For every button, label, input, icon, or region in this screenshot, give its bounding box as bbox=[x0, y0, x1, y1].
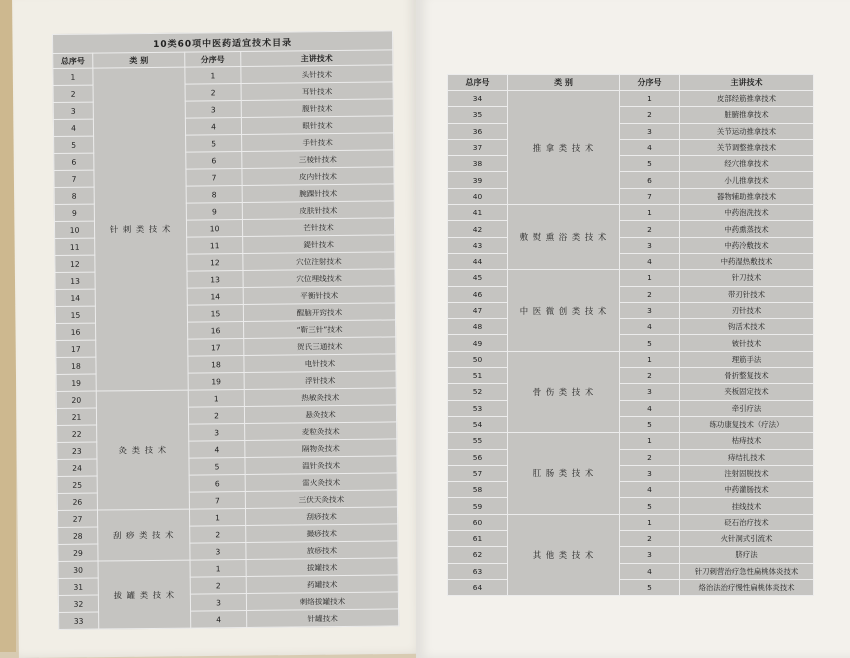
technique-cell: 眼针技术 bbox=[241, 116, 393, 135]
sub-number-cell: 3 bbox=[190, 593, 246, 611]
technique-cell: 三棱针技术 bbox=[242, 150, 394, 169]
seq-cell: 27 bbox=[57, 510, 97, 527]
technique-cell: 经穴推拿技术 bbox=[680, 156, 814, 172]
technique-cell: 腹针技术 bbox=[241, 99, 393, 118]
seq-cell: 51 bbox=[448, 368, 508, 384]
sub-number-cell: 14 bbox=[187, 288, 243, 306]
sub-number-cell: 5 bbox=[189, 458, 245, 476]
technique-cell: 穴位注射技术 bbox=[243, 252, 395, 271]
seq-cell: 28 bbox=[58, 527, 98, 544]
header-sub: 分序号 bbox=[620, 75, 680, 91]
technique-cell: 放痧技术 bbox=[246, 541, 398, 560]
sub-number-cell: 1 bbox=[620, 205, 680, 221]
technique-cell: 痔结扎技术 bbox=[680, 449, 814, 465]
technique-cell: 中药冷敷技术 bbox=[680, 237, 814, 253]
sub-number-cell: 5 bbox=[620, 498, 680, 514]
seq-cell: 57 bbox=[448, 465, 508, 481]
table-row bbox=[448, 563, 814, 579]
technique-cell: 药罐技术 bbox=[246, 575, 398, 594]
technique-cell: 练功康复技术（疗法） bbox=[680, 416, 814, 432]
technique-cell: 皮内针技术 bbox=[242, 167, 394, 186]
sub-number-cell: 11 bbox=[187, 237, 243, 255]
seq-cell: 63 bbox=[448, 563, 508, 579]
seq-cell: 33 bbox=[59, 612, 99, 629]
seq-cell: 11 bbox=[55, 238, 95, 255]
table-row bbox=[448, 253, 814, 269]
technique-cell: 带刃针技术 bbox=[680, 286, 814, 302]
category-cell: 中 医 微 创 类 技 术 bbox=[508, 270, 620, 351]
sub-number-cell: 4 bbox=[620, 139, 680, 155]
sub-number-cell: 2 bbox=[620, 449, 680, 465]
technique-cell: 中药熏蒸技术 bbox=[680, 221, 814, 237]
seq-cell: 23 bbox=[57, 442, 97, 459]
seq-cell: 52 bbox=[448, 384, 508, 400]
sub-number-cell: 9 bbox=[186, 203, 242, 221]
technique-cell: 热敏灸技术 bbox=[244, 388, 396, 407]
sub-number-cell: 3 bbox=[620, 123, 680, 139]
seq-cell: 41 bbox=[448, 205, 508, 221]
seq-cell: 48 bbox=[448, 319, 508, 335]
sub-number-cell: 1 bbox=[620, 91, 680, 107]
seq-cell: 19 bbox=[56, 374, 96, 391]
sub-number-cell: 5 bbox=[620, 416, 680, 432]
sub-number-cell: 4 bbox=[620, 563, 680, 579]
technique-cell: 平衡针技术 bbox=[243, 286, 395, 305]
technique-cell: 针刀技术 bbox=[680, 270, 814, 286]
sub-number-cell: 4 bbox=[620, 319, 680, 335]
technique-cell: 理筋手法 bbox=[680, 351, 814, 367]
technique-cell: 砭石治疗技术 bbox=[680, 514, 814, 530]
table-row bbox=[448, 514, 814, 530]
sub-number-cell: 2 bbox=[620, 107, 680, 123]
table-row bbox=[448, 139, 814, 155]
technique-cell: 电针技术 bbox=[244, 354, 396, 373]
category-cell: 推 拿 类 技 术 bbox=[508, 91, 620, 205]
table-row bbox=[448, 91, 814, 107]
seq-cell: 31 bbox=[58, 578, 98, 595]
category-cell: 其 他 类 技 术 bbox=[508, 514, 620, 595]
seq-cell: 21 bbox=[56, 408, 96, 425]
seq-cell: 43 bbox=[448, 237, 508, 253]
seq-cell: 46 bbox=[448, 286, 508, 302]
seq-cell: 37 bbox=[448, 139, 508, 155]
header-tech: 主讲技术 bbox=[680, 75, 814, 91]
technique-cell: 撮痧技术 bbox=[246, 524, 398, 543]
sub-number-cell: 1 bbox=[620, 514, 680, 530]
header-category: 类 别 bbox=[93, 52, 185, 68]
seq-cell: 2 bbox=[53, 85, 93, 102]
table-row bbox=[448, 270, 814, 286]
seq-cell: 16 bbox=[56, 323, 96, 340]
table-row bbox=[448, 237, 814, 253]
technique-cell: 麦粒灸技术 bbox=[245, 422, 397, 441]
seq-cell: 34 bbox=[448, 91, 508, 107]
sub-number-cell: 18 bbox=[188, 356, 244, 374]
technique-cell: 鍉针技术 bbox=[243, 235, 395, 254]
table-row bbox=[448, 123, 814, 139]
sub-number-cell: 4 bbox=[620, 400, 680, 416]
technique-cell: 温针灸技术 bbox=[245, 456, 397, 475]
sub-number-cell: 1 bbox=[188, 390, 244, 408]
technique-cell: 刺络拔罐技术 bbox=[246, 592, 398, 611]
seq-cell: 55 bbox=[448, 433, 508, 449]
header-tech: 主讲技术 bbox=[241, 50, 393, 67]
technique-cell: 铍针技术 bbox=[680, 335, 814, 351]
table-row bbox=[448, 433, 814, 449]
technique-cell: 皮肤针技术 bbox=[242, 201, 394, 220]
left-table-body bbox=[53, 65, 399, 630]
seq-cell: 20 bbox=[56, 391, 96, 408]
table-row bbox=[448, 302, 814, 318]
sub-number-cell: 3 bbox=[620, 237, 680, 253]
seq-cell: 12 bbox=[55, 255, 95, 272]
sub-number-cell: 4 bbox=[620, 482, 680, 498]
category-cell: 刮 痧 类 技 术 bbox=[97, 509, 190, 561]
seq-cell: 42 bbox=[448, 221, 508, 237]
seq-cell: 64 bbox=[448, 579, 508, 595]
seq-cell: 60 bbox=[448, 514, 508, 530]
sub-number-cell: 3 bbox=[620, 384, 680, 400]
table-title: 10类60项中医药适宜技术目录 bbox=[53, 31, 393, 54]
seq-cell: 35 bbox=[448, 107, 508, 123]
technique-cell: 醒脑开窍技术 bbox=[243, 303, 395, 322]
header-seq: 总序号 bbox=[448, 75, 508, 91]
sub-number-cell: 3 bbox=[620, 465, 680, 481]
technique-cell: 枯痔技术 bbox=[680, 433, 814, 449]
technique-cell: 挂线技术 bbox=[680, 498, 814, 514]
sub-number-cell: 2 bbox=[188, 407, 244, 425]
seq-cell: 24 bbox=[57, 459, 97, 476]
seq-cell: 4 bbox=[53, 119, 93, 136]
sub-number-cell: 5 bbox=[620, 156, 680, 172]
sub-number-cell: 2 bbox=[190, 525, 246, 543]
seq-cell: 39 bbox=[448, 172, 508, 188]
technique-cell: 中药泡洗技术 bbox=[680, 205, 814, 221]
sub-number-cell: 1 bbox=[620, 270, 680, 286]
seq-cell: 44 bbox=[448, 253, 508, 269]
technique-cell: 腕踝针技术 bbox=[242, 184, 394, 203]
seq-cell: 6 bbox=[54, 153, 94, 170]
sub-number-cell: 6 bbox=[189, 475, 245, 493]
seq-cell: 58 bbox=[448, 482, 508, 498]
table-row bbox=[448, 368, 814, 384]
seq-cell: 5 bbox=[54, 136, 94, 153]
sub-number-cell: 1 bbox=[620, 433, 680, 449]
table-row bbox=[448, 335, 814, 351]
seq-cell: 62 bbox=[448, 547, 508, 563]
seq-cell: 25 bbox=[57, 476, 97, 493]
sub-number-cell: 4 bbox=[189, 441, 245, 459]
seq-cell: 45 bbox=[448, 270, 508, 286]
seq-cell: 50 bbox=[448, 351, 508, 367]
technique-cell: 浮针技术 bbox=[244, 371, 396, 390]
table-row bbox=[448, 205, 814, 221]
table-row bbox=[448, 416, 814, 432]
seq-cell: 54 bbox=[448, 416, 508, 432]
sub-number-cell: 2 bbox=[185, 84, 241, 102]
category-cell: 肛 肠 类 技 术 bbox=[508, 433, 620, 514]
table-row bbox=[448, 384, 814, 400]
header-seq: 总序号 bbox=[53, 53, 93, 68]
seq-cell: 10 bbox=[54, 221, 94, 238]
technique-cell: 器物辅助推拿技术 bbox=[680, 188, 814, 204]
technique-cell: 火针洞式引流术 bbox=[680, 531, 814, 547]
technique-cell: 钩活术技术 bbox=[680, 319, 814, 335]
category-cell: 针 刺 类 技 术 bbox=[93, 67, 188, 391]
seq-cell: 59 bbox=[448, 498, 508, 514]
technique-cell: 耳针技术 bbox=[241, 82, 393, 101]
sub-number-cell: 13 bbox=[187, 271, 243, 289]
technique-cell: 皮部经筋推拿技术 bbox=[680, 91, 814, 107]
seq-cell: 32 bbox=[58, 595, 98, 612]
table-row bbox=[448, 107, 814, 123]
table-row bbox=[448, 188, 814, 204]
sub-number-cell: 1 bbox=[620, 351, 680, 367]
technique-cell: 雷火灸技术 bbox=[245, 473, 397, 492]
technique-cell: 牵引疗法 bbox=[680, 400, 814, 416]
table-row bbox=[448, 498, 814, 514]
technique-cell: 小儿推拿技术 bbox=[680, 172, 814, 188]
sub-number-cell: 19 bbox=[188, 373, 244, 391]
seq-cell: 56 bbox=[448, 449, 508, 465]
table-row bbox=[448, 221, 814, 237]
sub-number-cell: 15 bbox=[187, 305, 243, 323]
seq-cell: 61 bbox=[448, 531, 508, 547]
sub-number-cell: 2 bbox=[190, 576, 246, 594]
sub-number-cell: 3 bbox=[620, 547, 680, 563]
sub-number-cell: 4 bbox=[185, 118, 241, 136]
seq-cell: 1 bbox=[53, 68, 93, 85]
technique-cell: 脐疗法 bbox=[680, 547, 814, 563]
technique-cell: 注射固脱技术 bbox=[680, 465, 814, 481]
seq-cell: 40 bbox=[448, 188, 508, 204]
technique-cell: 拔罐技术 bbox=[246, 558, 398, 577]
header-sub: 分序号 bbox=[185, 52, 241, 68]
table-row bbox=[448, 319, 814, 335]
sub-number-cell: 8 bbox=[186, 186, 242, 204]
sub-number-cell: 2 bbox=[620, 368, 680, 384]
seq-cell: 17 bbox=[56, 340, 96, 357]
technique-cell: 骨折整复技术 bbox=[680, 368, 814, 384]
sub-number-cell: 2 bbox=[620, 221, 680, 237]
seq-cell: 47 bbox=[448, 302, 508, 318]
sub-number-cell: 12 bbox=[187, 254, 243, 272]
seq-cell: 14 bbox=[55, 289, 95, 306]
technique-cell: 芒针技术 bbox=[242, 218, 394, 237]
right-technique-table bbox=[447, 74, 814, 596]
table-row bbox=[448, 465, 814, 481]
seq-cell: 9 bbox=[54, 204, 94, 221]
right-table-body bbox=[448, 91, 814, 596]
sub-number-cell: 1 bbox=[189, 508, 245, 526]
seq-cell: 53 bbox=[448, 400, 508, 416]
technique-cell: 中药灌肠技术 bbox=[680, 482, 814, 498]
table-row bbox=[448, 531, 814, 547]
left-technique-table bbox=[52, 30, 399, 630]
sub-number-cell: 4 bbox=[191, 610, 247, 628]
sub-number-cell: 5 bbox=[620, 579, 680, 595]
technique-cell: 穴位埋线技术 bbox=[243, 269, 395, 288]
technique-cell: 针刀刺营治疗急性扁桃体炎技术 bbox=[680, 563, 814, 579]
table-row bbox=[448, 351, 814, 367]
seq-cell: 8 bbox=[54, 187, 94, 204]
sub-number-cell: 4 bbox=[620, 253, 680, 269]
technique-cell: 刮痧技术 bbox=[245, 507, 397, 526]
seq-cell: 7 bbox=[54, 170, 94, 187]
technique-cell: 手针技术 bbox=[242, 133, 394, 152]
table-row bbox=[448, 579, 814, 595]
category-cell: 骨 伤 类 技 术 bbox=[508, 351, 620, 432]
seq-cell: 38 bbox=[448, 156, 508, 172]
technique-cell: 关节调整推拿技术 bbox=[680, 139, 814, 155]
seq-cell: 3 bbox=[53, 102, 93, 119]
sub-number-cell: 3 bbox=[190, 542, 246, 560]
table-row bbox=[448, 449, 814, 465]
seq-cell: 29 bbox=[58, 544, 98, 561]
table-row bbox=[448, 286, 814, 302]
sub-number-cell: 3 bbox=[185, 101, 241, 119]
technique-cell: 隔物灸技术 bbox=[245, 439, 397, 458]
seq-cell: 26 bbox=[57, 493, 97, 510]
technique-cell: 针罐技术 bbox=[247, 609, 399, 628]
sub-number-cell: 2 bbox=[620, 531, 680, 547]
table-row bbox=[448, 156, 814, 172]
seq-cell: 36 bbox=[448, 123, 508, 139]
sub-number-cell: 7 bbox=[620, 188, 680, 204]
header-category: 类 别 bbox=[508, 75, 620, 91]
technique-cell: 三伏天灸技术 bbox=[245, 490, 397, 509]
seq-cell: 18 bbox=[56, 357, 96, 374]
sub-number-cell: 10 bbox=[186, 220, 242, 238]
category-cell: 灸 类 技 术 bbox=[96, 390, 189, 510]
sub-number-cell: 1 bbox=[190, 559, 246, 577]
sub-number-cell: 3 bbox=[620, 302, 680, 318]
technique-cell: 刃针技术 bbox=[680, 302, 814, 318]
seq-cell: 22 bbox=[57, 425, 97, 442]
table-row bbox=[448, 172, 814, 188]
seq-cell: 15 bbox=[55, 306, 95, 323]
sub-number-cell: 2 bbox=[620, 286, 680, 302]
technique-cell: 贺氏三通技术 bbox=[244, 337, 396, 356]
table-row bbox=[448, 547, 814, 563]
sub-number-cell: 6 bbox=[186, 152, 242, 170]
sub-number-cell: 17 bbox=[188, 339, 244, 357]
technique-cell: 脏腑推拿技术 bbox=[680, 107, 814, 123]
table-row bbox=[448, 400, 814, 416]
technique-cell: 烙治法治疗慢性扁桃体炎技术 bbox=[680, 579, 814, 595]
sub-number-cell: 1 bbox=[185, 67, 241, 85]
technique-cell: 夹板固定技术 bbox=[680, 384, 814, 400]
technique-cell: 中药湿热敷技术 bbox=[680, 253, 814, 269]
technique-cell: 悬灸技术 bbox=[244, 405, 396, 424]
sub-number-cell: 6 bbox=[620, 172, 680, 188]
sub-number-cell: 3 bbox=[189, 424, 245, 442]
seq-cell: 13 bbox=[55, 272, 95, 289]
sub-number-cell: 5 bbox=[186, 135, 242, 153]
table-row bbox=[448, 482, 814, 498]
technique-cell: “靳三针”技术 bbox=[244, 320, 396, 339]
sub-number-cell: 7 bbox=[186, 169, 242, 187]
technique-cell: 关节运动推拿技术 bbox=[680, 123, 814, 139]
category-cell: 拔 罐 类 技 术 bbox=[98, 560, 191, 629]
sub-number-cell: 7 bbox=[189, 492, 245, 510]
seq-cell: 30 bbox=[58, 561, 98, 578]
seq-cell: 49 bbox=[448, 335, 508, 351]
category-cell: 敷 熨 熏 浴 类 技 术 bbox=[508, 205, 620, 270]
sub-number-cell: 16 bbox=[188, 322, 244, 340]
technique-cell: 头针技术 bbox=[241, 65, 393, 84]
sub-number-cell: 5 bbox=[620, 335, 680, 351]
